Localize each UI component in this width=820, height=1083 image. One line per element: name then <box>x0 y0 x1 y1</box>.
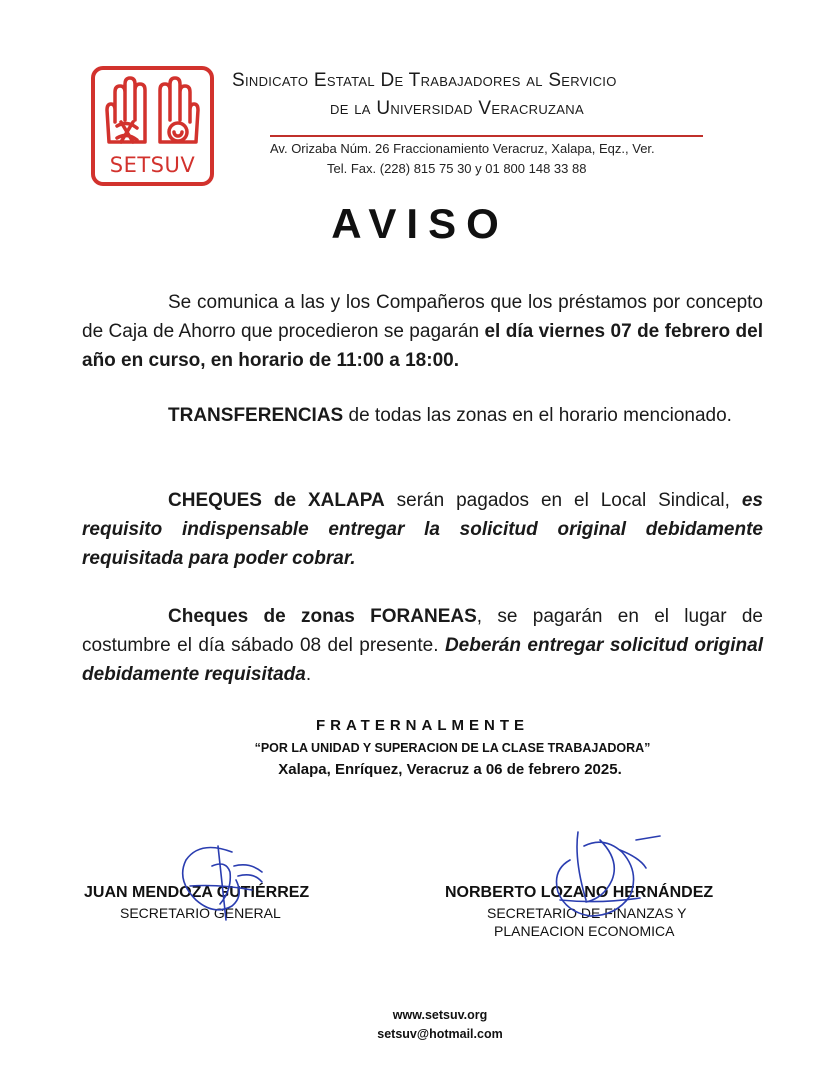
signatory-right-name: NORBERTO LOZANO HERNÁNDEZ <box>445 884 714 901</box>
paragraph-loans <box>82 288 763 375</box>
signatory-right-role-line1: SECRETARIO DE FINANZAS Y <box>487 905 687 921</box>
paragraph-foreign-checks <box>82 602 763 689</box>
p3-text: serán pagados en el Local Sindical, <box>384 490 742 511</box>
org-name-line2: de la Universidad Veracruzana <box>330 98 584 119</box>
p3-requirement: es requisito indispensable entregar la solicitud original debidamente requisitada para poder cobrar. <box>82 490 763 569</box>
signatory-left-name: JUAN MENDOZA GUTIÉRREZ <box>84 884 310 901</box>
org-phone: Tel. Fax. (228) 815 75 30 y 01 800 148 33 88 <box>327 161 587 176</box>
p2-text: de todas las zonas en el horario mencionado. <box>343 405 732 426</box>
setsuv-logo <box>91 66 214 186</box>
footer-website: www.setsuv.org <box>392 1008 488 1022</box>
footer-email: setsuv@hotmail.com <box>377 1027 503 1041</box>
p4-requirement: Deberán entregar solicitud original debidamente requisitada <box>82 635 764 685</box>
p4-period: . <box>305 664 312 685</box>
logo-text: SETSUV <box>109 153 196 177</box>
p1-text: Se comunica a las y los Compañeros que los préstamos por concepto de Caja de Ahorro que procedieron se pagarán <box>82 292 763 342</box>
signatory-right-role-line2: PLANEACION ECONOMICA <box>494 923 675 939</box>
paragraph-transfers <box>82 401 763 430</box>
org-address: Av. Orizaba Núm. 26 Fraccionamiento Veracruz, Xalapa, Eqz., Ver. <box>270 141 655 156</box>
org-name-line1: Sindicato Estatal De Trabajadores al Servicio <box>232 70 617 91</box>
place-date: Xalapa, Enríquez, Veracruz a 06 de febrero 2025. <box>278 761 622 778</box>
p3-heading: CHEQUES de XALAPA <box>168 490 385 511</box>
paragraph-xalapa-checks <box>82 486 763 573</box>
salutation: FRATERNALMENTE <box>315 717 530 734</box>
header-divider <box>270 135 703 137</box>
signatory-left-role: SECRETARIO GENERAL <box>120 905 281 921</box>
p4-text: , se pagarán en el lugar de costumbre el día sábado 08 del presente. <box>82 606 763 656</box>
p1-date-time: el día viernes 07 de febrero del año en curso, en horario de 11:00 a 18:00. <box>82 321 763 371</box>
p2-heading: TRANSFERENCIAS <box>168 405 344 426</box>
p4-heading: Cheques de zonas FORANEAS <box>168 606 477 627</box>
notice-title: AVISO <box>331 200 509 247</box>
motto: “POR LA UNIDAD Y SUPERACION DE LA CLASE TRABAJADORA” <box>254 741 651 755</box>
